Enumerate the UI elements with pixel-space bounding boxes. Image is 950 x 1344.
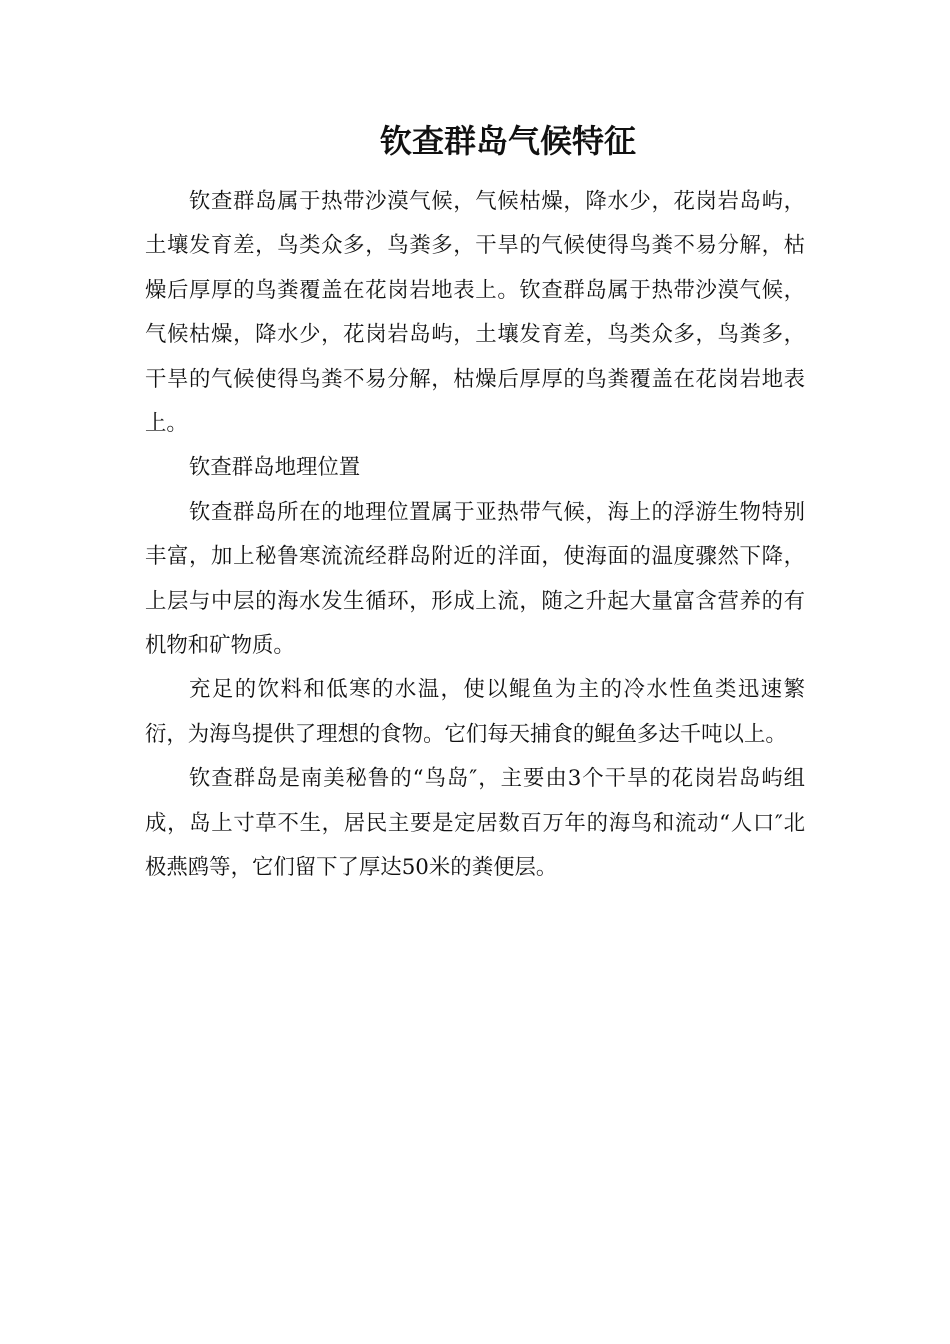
section-heading-location: 钦查群岛地理位置 [189, 455, 361, 481]
paragraph-location: 钦查群岛所在的地理位置属于亚热带气候，海上的浮游生物特别丰富，加上秘鲁寒流流经群岛附近的洋面，使海面的温度骤然下降，上层与中层的海水发生循环，形成上流，随之升起大量富含营养的有机物和矿物质。 [145, 499, 805, 659]
paragraph-food: 充足的饮料和低寒的水温，使以鲲鱼为主的冷水性鱼类迅速繁衍，为海鸟提供了理想的食物。它们每天捕食的鲲鱼多达千吨以上。 [145, 677, 805, 747]
paragraph-bird-island: 钦查群岛是南美秘鲁的“鸟岛″，主要由3个干旱的花岗岩岛屿组成，岛上寸草不生，居民主要是定居数百万年的海鸟和流动“人口″北极燕鸥等，它们留下了厚达50米的粪便层。 [145, 766, 805, 881]
paragraph-climate: 钦查群岛属于热带沙漠气候，气候枯燥，降水少，花岗岩岛屿，土壤发育差，鸟类众多，鸟粪多，干旱的气候使得鸟粪不易分解，枯燥后厚厚的鸟粪覆盖在花岗岩地表上。钦查群岛属于热带沙漠气候，气候枯燥，降水少，花岗岩岛屿，土壤发育差，鸟类众多，鸟粪多，干旱的气候使得鸟粪不易分解，枯燥后厚厚的鸟粪覆盖在花岗岩地表上。 [145, 189, 805, 437]
document-body [145, 180, 805, 891]
document-title: 钦查群岛气候特征 [379, 122, 636, 160]
